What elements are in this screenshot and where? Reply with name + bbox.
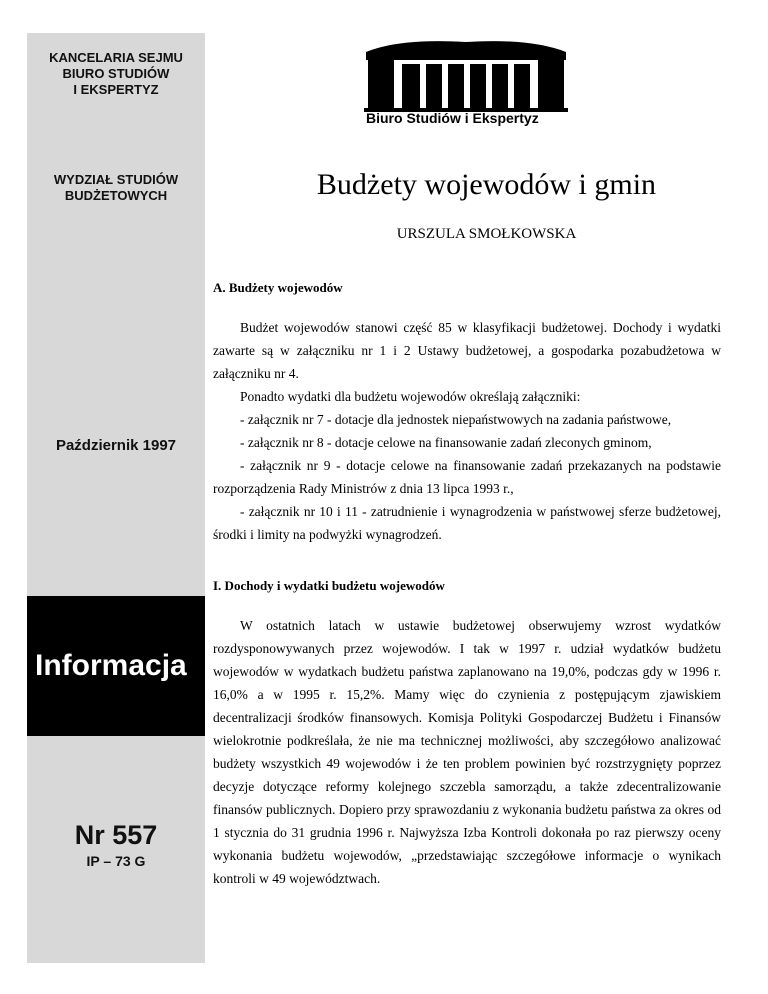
section-1 [213,574,721,597]
section-heading: A. Budżety wojewodów [213,280,343,295]
list-item: - załącznik nr 9 - dotacje celowe na finansowanie zadań przekazanych na podstawie rozporządzenia Rady Ministrów z dnia 13 lipca 1993 r., [213,458,721,496]
document-code: IP – 73 G [86,853,146,869]
organization-name [27,50,205,98]
publication-date: Październik 1997 [55,437,177,454]
logo-caption: Biuro Studiów i Ekspertyz [366,110,539,126]
paragraph: Budżet wojewodów stanowi część 85 w klasyfikacji budżetowej. Dochody i wydatki zawarte są w załączniku nr 1 i 2 Ustawy budżetowej, a gospodarka pozabudżetowa w załączniku nr 4. [213,320,721,381]
list-item: - załącznik nr 8 - dotacje celowe na finansowanie zadań zleconych gminom, [240,435,652,450]
document-number: Nr 557 [74,820,158,850]
author-name: URSZULA SMOŁKOWSKA [396,226,577,242]
list-item: - załącznik nr 10 i 11 - zatrudnienie i wynagrodzenia w państwowej sferze budżetowej, środki i limity na podwyżki wynagrodzeń. [213,504,721,542]
section-1-body [213,614,721,890]
dept-line: BUDŻETOWYCH [64,188,168,203]
org-line: I EKSPERTYZ [73,82,159,97]
paragraph: W ostatnich latach w ustawie budżetowej obserwujemy wzrost wydatków rozdysponowywanych przez wojewodów. I tak w 1997 r. udział wydatków budżetu wojewodów w wydatkach budżetu państwa zaplanowano na 19,0%, podczas gdy w 1996 r. 16,0% a w 1995 r. 15,2%. Mamy więc do czynienia z postępującym zjawiskiem decentralizacji środków finansowych. Komisja Polityki Gospodarczej Budżetu i Finansów wielokrotnie podkreślała, że nie ma technicznej możliwości, aby szczegółowo analizować budżety wszystkich 49 wojewodów i że ten problem powinien być rozstrzygnięty poprzez decyzje dotyczące reformy kolejnego szczebla samorządu, a także zdecentralizowanie finansów publicznych. Dopiero przy sprawozdaniu z wykonania budżetu państwa za okres od 1 stycznia do 31 grudnia 1996 r. Najwyższa Izba Kontroli dokonała po raz pierwszy oceny wykonania budżetu wojewodów, „przedstawiając szczegółowe informacje o wynikach kontroli w 49 województwach. [213,618,721,886]
org-line: KANCELARIA SEJMU [49,50,183,65]
paragraph: Ponadto wydatki dla budżetu wojewodów określają załączniki: [240,389,581,404]
section-a [213,276,721,299]
section-a-body [213,316,721,546]
department-name [27,172,205,204]
info-label-box [27,596,205,736]
section-heading: I. Dochody i wydatki budżetu wojewodów [213,578,445,593]
document-title: Budżety wojewodów i gmin [316,168,657,201]
info-label: Informacja [35,649,187,682]
org-line: BIURO STUDIÓW [62,66,170,81]
list-item: - załącznik nr 7 - dotacje dla jednostek niepaństwowych na zadania państwowe, [240,412,672,427]
dept-line: WYDZIAŁ STUDIÓW [53,172,179,187]
